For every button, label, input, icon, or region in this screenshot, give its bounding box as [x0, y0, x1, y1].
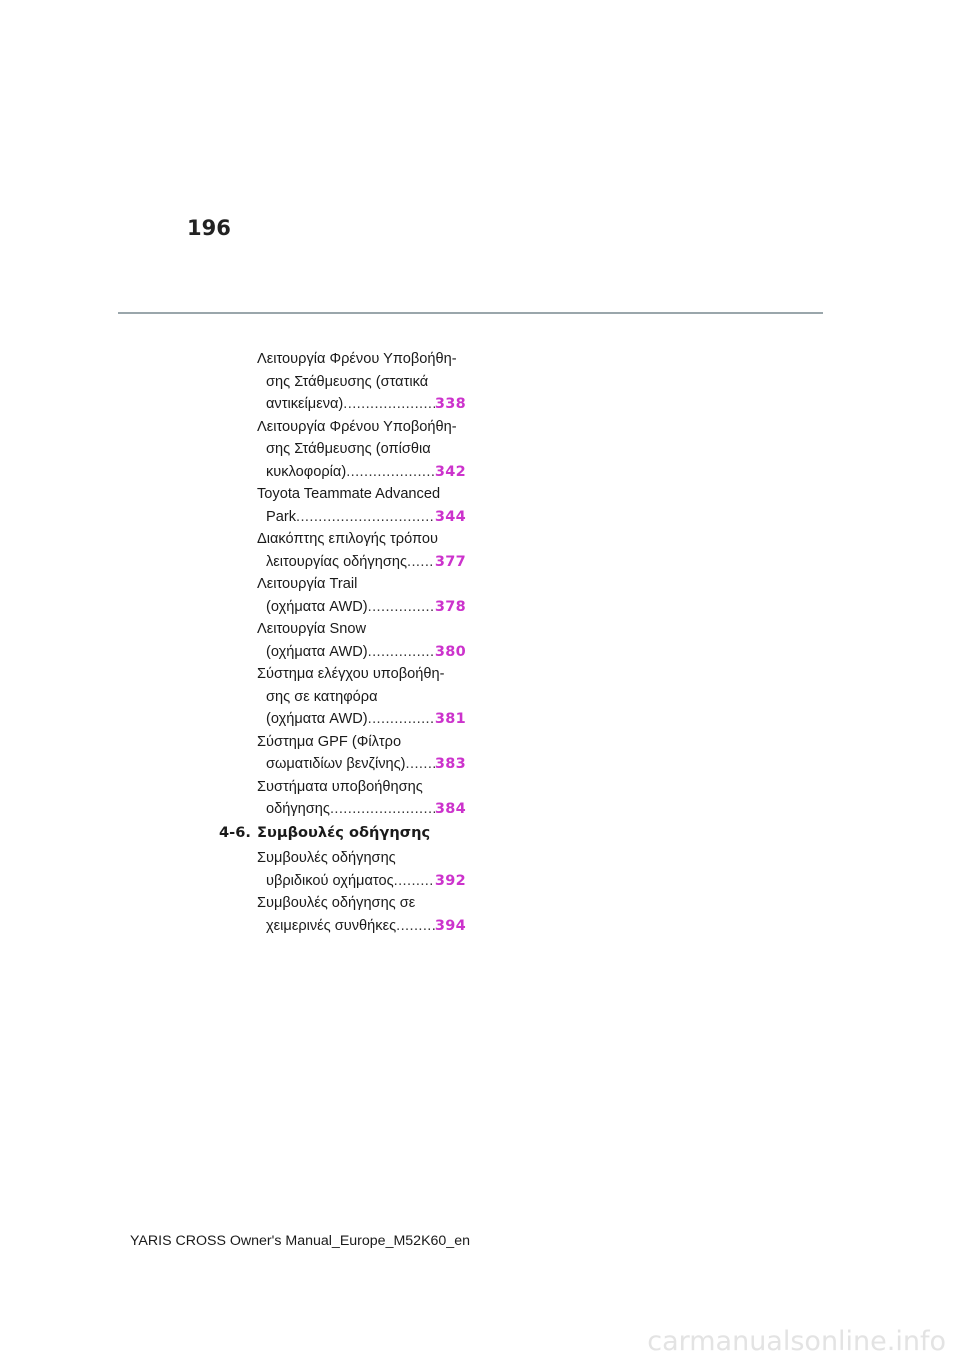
toc-entry-text: χειμερινές συνθήκες — [266, 917, 397, 934]
toc-entry-text: Συστήματα υποβοήθησης — [257, 778, 423, 795]
toc-entry-text: Σύστημα GPF (Φίλτρο — [257, 733, 402, 750]
toc-group — [0, 847, 480, 937]
toc-entry[interactable] — [257, 348, 466, 416]
toc-entry[interactable] — [257, 416, 466, 484]
page-link[interactable]: 392 — [434, 872, 466, 889]
toc-entry-text: σης Στάθμευσης (οπίσθια — [266, 441, 431, 457]
toc-entry-last-line — [257, 461, 466, 484]
toc-entry-text: (οχήματα AWD) — [266, 711, 368, 727]
toc-entry-last-line — [257, 798, 466, 821]
toc-entry-text: σης Στάθμευσης (στατικά — [266, 373, 429, 390]
toc-entry[interactable] — [257, 663, 466, 731]
header-divider — [118, 312, 823, 314]
dot-leader — [346, 461, 435, 484]
toc-entry-text: σωματιδίων βενζίνης) — [266, 756, 406, 772]
toc-entry-text: Συμβουλές οδήγησης — [257, 850, 396, 866]
toc-entry-text: Λειτουργία Φρένου Υποβοήθη- — [257, 418, 457, 435]
toc-entry-text: Toyota Teammate Advanced — [257, 486, 441, 502]
page-link[interactable]: 384 — [434, 801, 466, 817]
dot-leader — [407, 551, 435, 574]
toc-entry[interactable] — [257, 847, 466, 892]
section-heading[interactable] — [219, 822, 480, 845]
toc-entry[interactable] — [257, 573, 466, 618]
toc-entry-text: Σύστημα ελέγχου υποβοήθη- — [257, 666, 445, 682]
toc-entry-last-line — [257, 708, 466, 731]
dot-leader — [296, 506, 435, 529]
toc-group — [0, 348, 480, 821]
toc-entry[interactable] — [257, 618, 466, 663]
watermark: carmanualsonline.info — [647, 1326, 946, 1357]
toc-entry[interactable] — [257, 483, 466, 528]
toc-entry-text: (οχήματα AWD) — [266, 598, 368, 615]
page-link[interactable]: 383 — [434, 756, 466, 772]
page-link[interactable]: 344 — [434, 508, 466, 525]
dot-leader — [368, 596, 435, 619]
toc-entry-last-line — [257, 596, 466, 619]
page-link[interactable]: 338 — [434, 396, 466, 412]
toc-entry-last-line — [257, 393, 466, 416]
dot-leader — [330, 798, 435, 821]
dot-leader — [396, 915, 435, 938]
toc-entry-text: οδήγησης — [266, 801, 330, 817]
toc-entry-text: κυκλοφορία) — [266, 463, 347, 480]
toc-entry-text: (οχήματα AWD) — [266, 643, 368, 660]
dot-leader — [406, 753, 435, 776]
toc-entry[interactable] — [257, 776, 466, 821]
page-link[interactable]: 377 — [434, 553, 466, 570]
toc-entry-text: Λειτουργία Φρένου Υποβοήθη- — [257, 351, 457, 367]
toc-entry-text: αντικείμενα) — [266, 396, 344, 412]
page-link[interactable]: 380 — [434, 643, 466, 660]
toc-entry-last-line — [257, 753, 466, 776]
section-number: 4-6. — [219, 823, 251, 841]
toc-entry-text: Συμβουλές οδήγησης σε — [257, 895, 416, 911]
dot-leader — [368, 641, 435, 664]
toc-entry-text: σης σε κατηφόρα — [266, 688, 378, 705]
toc-entry-last-line — [257, 506, 466, 529]
page-number: 196 — [187, 216, 231, 240]
toc-entry-last-line — [257, 915, 466, 938]
table-of-contents — [0, 348, 480, 937]
page-link[interactable]: 381 — [434, 711, 466, 727]
dot-leader — [368, 708, 435, 731]
section-title: Συμβουλές οδήγησης — [257, 823, 431, 841]
toc-entry-last-line — [257, 641, 466, 664]
toc-entry[interactable] — [257, 892, 466, 937]
toc-entry-text: Λειτουργία Trail — [257, 576, 358, 592]
toc-entry-text: λειτουργίας οδήγησης — [266, 553, 407, 570]
dot-leader — [343, 393, 435, 416]
toc-entry[interactable] — [257, 528, 466, 573]
page-link[interactable]: 394 — [434, 917, 466, 934]
toc-entry-text: υβριδικού οχήματος — [266, 872, 394, 889]
toc-entry-text: Park — [266, 508, 297, 525]
toc-entry[interactable] — [257, 731, 466, 776]
toc-entry-text: Λειτουργία Snow — [257, 621, 366, 637]
toc-entry-last-line — [257, 870, 466, 893]
toc-entry-last-line — [257, 551, 466, 574]
page-link[interactable]: 378 — [434, 598, 466, 615]
toc-entry-text: Διακόπτης επιλογής τρόπου — [257, 531, 438, 547]
dot-leader — [394, 870, 435, 893]
page-link[interactable]: 342 — [434, 463, 466, 480]
footer-manual-title: YARIS CROSS Owner's Manual_Europe_M52K60_en — [130, 1233, 470, 1249]
